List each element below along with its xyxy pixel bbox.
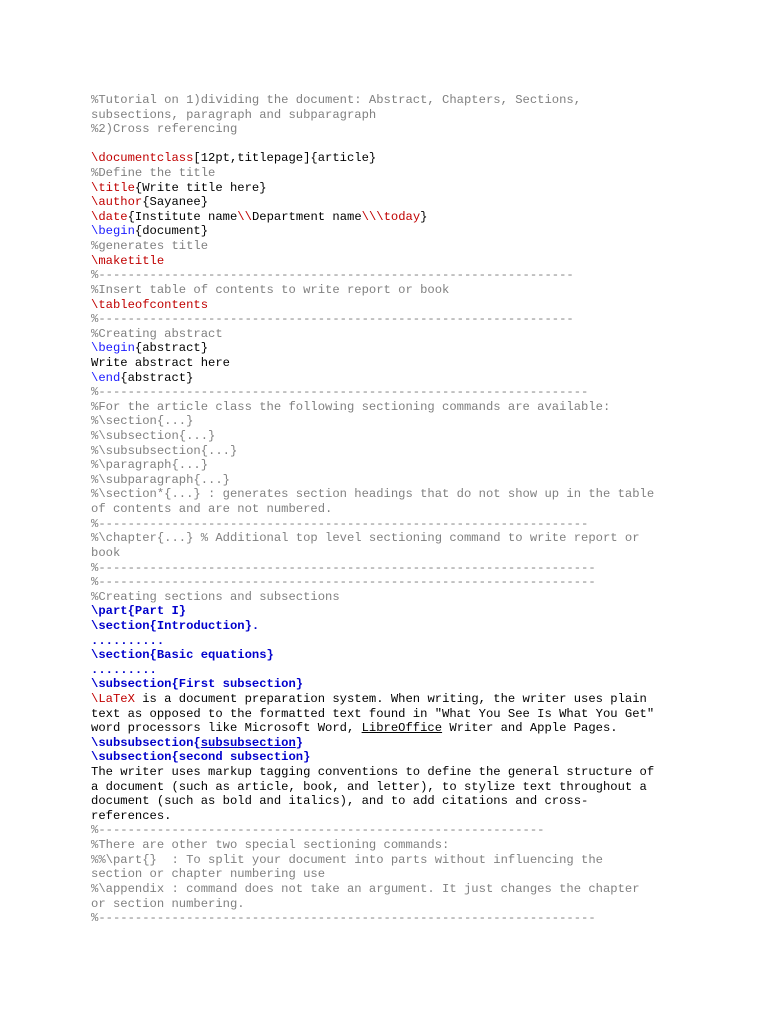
code-segment: The writer uses markup tagging conventions to define the general structure of bbox=[91, 765, 655, 780]
code-line bbox=[91, 517, 731, 532]
code-segment: \section{Basic equations} bbox=[91, 648, 274, 663]
code-segment: %\section{...} bbox=[91, 414, 194, 429]
code-segment: subsections, paragraph and subparagraph bbox=[91, 107, 377, 122]
code-segment: [12pt,titlepage]{article} bbox=[193, 151, 377, 166]
code-segment: %------------------------------------------------------------------- bbox=[91, 516, 589, 531]
code-segment: %There are other two special sectioning commands: bbox=[91, 838, 450, 853]
code-segment: %-------------------------------------------------------------------- bbox=[91, 575, 596, 590]
code-segment: \date bbox=[91, 209, 128, 224]
code-segment: \tableofcontents bbox=[91, 297, 209, 312]
code-segment: \part{Part I} bbox=[91, 604, 187, 619]
code-line bbox=[91, 502, 731, 517]
code-segment: \maketitle bbox=[91, 253, 165, 268]
code-line bbox=[91, 590, 731, 605]
code-line bbox=[91, 137, 731, 152]
code-line bbox=[91, 487, 731, 502]
code-segment: } bbox=[295, 735, 304, 750]
code-segment: %----------------------------------------------------------------- bbox=[91, 268, 574, 283]
code-segment: text as opposed to the formatted text found in "What You See Is What You Get" bbox=[91, 706, 655, 721]
code-segment: \author bbox=[91, 195, 143, 210]
code-line bbox=[91, 239, 731, 254]
code-segment: \\ bbox=[237, 209, 252, 224]
code-line bbox=[91, 634, 731, 649]
code-line bbox=[91, 721, 731, 736]
code-line bbox=[91, 181, 731, 196]
code-segment: \subsection{First subsection} bbox=[91, 677, 304, 692]
code-segment: %\appendix : command does not take an argument. It just changes the chapter bbox=[91, 881, 640, 896]
code-segment: subsubsection bbox=[200, 735, 296, 750]
code-line bbox=[91, 166, 731, 181]
code-line bbox=[91, 780, 731, 795]
code-line bbox=[91, 224, 731, 239]
code-line bbox=[91, 444, 731, 459]
code-segment: %\chapter{...} % Additional top level sectioning command to write report or bbox=[91, 531, 640, 546]
code-line bbox=[91, 750, 731, 765]
code-line bbox=[91, 195, 731, 210]
code-line bbox=[91, 619, 731, 634]
code-segment: %generates title bbox=[91, 239, 209, 254]
code-line bbox=[91, 122, 731, 137]
code-line bbox=[91, 736, 731, 751]
code-segment: book bbox=[91, 545, 121, 560]
code-line bbox=[91, 93, 731, 108]
code-segment: %%\part{} : To split your document into parts without influencing the bbox=[91, 852, 603, 867]
code-segment: %Tutorial on 1)dividing the document: Abstract, Chapters, Sections, bbox=[91, 93, 582, 107]
code-line bbox=[91, 823, 731, 838]
code-segment: %2)Cross referencing bbox=[91, 122, 238, 137]
code-segment: word processors like Microsoft Word, bbox=[91, 721, 362, 736]
code-line bbox=[91, 911, 731, 926]
code-segment: references. bbox=[91, 808, 172, 823]
code-line bbox=[91, 648, 731, 663]
code-line bbox=[91, 327, 731, 342]
code-segment: section or chapter numbering use bbox=[91, 867, 326, 882]
code-segment: \subsection{second subsection} bbox=[91, 750, 311, 765]
code-line bbox=[91, 151, 731, 166]
code-line bbox=[91, 604, 731, 619]
code-segment: %Creating sections and subsections bbox=[91, 589, 340, 604]
code-line bbox=[91, 371, 731, 386]
code-line bbox=[91, 677, 731, 692]
code-line bbox=[91, 356, 731, 371]
code-segment: {document} bbox=[134, 224, 209, 239]
code-line bbox=[91, 458, 731, 473]
code-line bbox=[91, 575, 731, 590]
code-line bbox=[91, 867, 731, 882]
code-segment: {Institute name bbox=[127, 209, 238, 224]
code-segment: {Write title here} bbox=[134, 180, 267, 195]
code-line bbox=[91, 882, 731, 897]
code-segment: \documentclass bbox=[91, 151, 194, 166]
code-segment: \section{Introduction}. bbox=[91, 618, 260, 633]
code-segment: %\subsection{...} bbox=[91, 429, 216, 444]
code-line bbox=[91, 385, 731, 400]
code-line bbox=[91, 108, 731, 123]
code-line bbox=[91, 254, 731, 269]
code-segment: \begin bbox=[91, 224, 135, 239]
code-segment: is a document preparation system. When writing, the writer uses plain bbox=[134, 691, 647, 706]
code-segment: \\\today bbox=[361, 209, 421, 224]
code-line bbox=[91, 531, 731, 546]
code-line bbox=[91, 283, 731, 298]
code-segment: %-------------------------------------------------------------------- bbox=[91, 911, 596, 926]
code-line bbox=[91, 838, 731, 853]
code-segment: document (such as bold and italics), and to add citations and cross- bbox=[91, 794, 589, 809]
code-line bbox=[91, 561, 731, 576]
code-segment: .......... bbox=[91, 633, 165, 648]
code-line bbox=[91, 341, 731, 356]
code-line bbox=[91, 765, 731, 780]
code-segment: a document (such as article, book, and letter), to stylize text throughout a bbox=[91, 779, 647, 794]
code-line bbox=[91, 809, 731, 824]
code-segment: Writer and Apple Pages. bbox=[442, 721, 618, 736]
code-segment: %----------------------------------------------------------------- bbox=[91, 312, 574, 327]
code-line bbox=[91, 312, 731, 327]
code-line bbox=[91, 429, 731, 444]
code-segment: {Sayanee} bbox=[142, 195, 209, 210]
code-segment: %Define the title bbox=[91, 166, 216, 181]
code-line bbox=[91, 707, 731, 722]
code-line bbox=[91, 400, 731, 415]
code-line bbox=[91, 546, 731, 561]
code-segment: %\section*{...} : generates section headings that do not show up in the table bbox=[91, 487, 655, 502]
code-segment: or section numbering. bbox=[91, 896, 245, 911]
code-segment: Write abstract here bbox=[91, 355, 230, 370]
code-line bbox=[91, 210, 731, 225]
code-line bbox=[91, 897, 731, 912]
code-segment: {abstract} bbox=[134, 341, 209, 356]
code-line bbox=[91, 692, 731, 707]
code-segment: ......... bbox=[91, 662, 157, 677]
code-segment: LibreOffice bbox=[361, 721, 443, 736]
code-segment: %-------------------------------------------------------------------- bbox=[91, 560, 596, 575]
code-line bbox=[91, 853, 731, 868]
code-segment: %Insert table of contents to write report or book bbox=[91, 282, 450, 297]
code-segment: %------------------------------------------------------------- bbox=[91, 823, 545, 838]
code-segment: %------------------------------------------------------------------- bbox=[91, 385, 589, 400]
code-segment: \subsubsection{ bbox=[91, 735, 201, 750]
code-segment: \title bbox=[91, 180, 135, 195]
code-segment: } bbox=[420, 209, 428, 224]
code-segment: \end bbox=[91, 370, 121, 385]
code-segment: Department name bbox=[251, 209, 362, 224]
code-segment: %For the article class the following sectioning commands are available: bbox=[91, 399, 611, 414]
code-segment: %\paragraph{...} bbox=[91, 458, 209, 473]
code-line bbox=[91, 298, 731, 313]
code-segment: {abstract} bbox=[120, 370, 194, 385]
code-segment: %\subsubsection{...} bbox=[91, 443, 238, 458]
code-segment: \begin bbox=[91, 341, 135, 356]
code-line bbox=[91, 414, 731, 429]
code-line bbox=[91, 473, 731, 488]
code-line bbox=[91, 268, 731, 283]
code-segment: %\subparagraph{...} bbox=[91, 472, 230, 487]
code-segment: %Creating abstract bbox=[91, 326, 223, 341]
code-segment: \LaTeX bbox=[91, 691, 135, 706]
code-line bbox=[91, 663, 731, 678]
document-page bbox=[91, 93, 731, 926]
code-segment: of contents and are not numbered. bbox=[91, 502, 333, 517]
code-line bbox=[91, 794, 731, 809]
